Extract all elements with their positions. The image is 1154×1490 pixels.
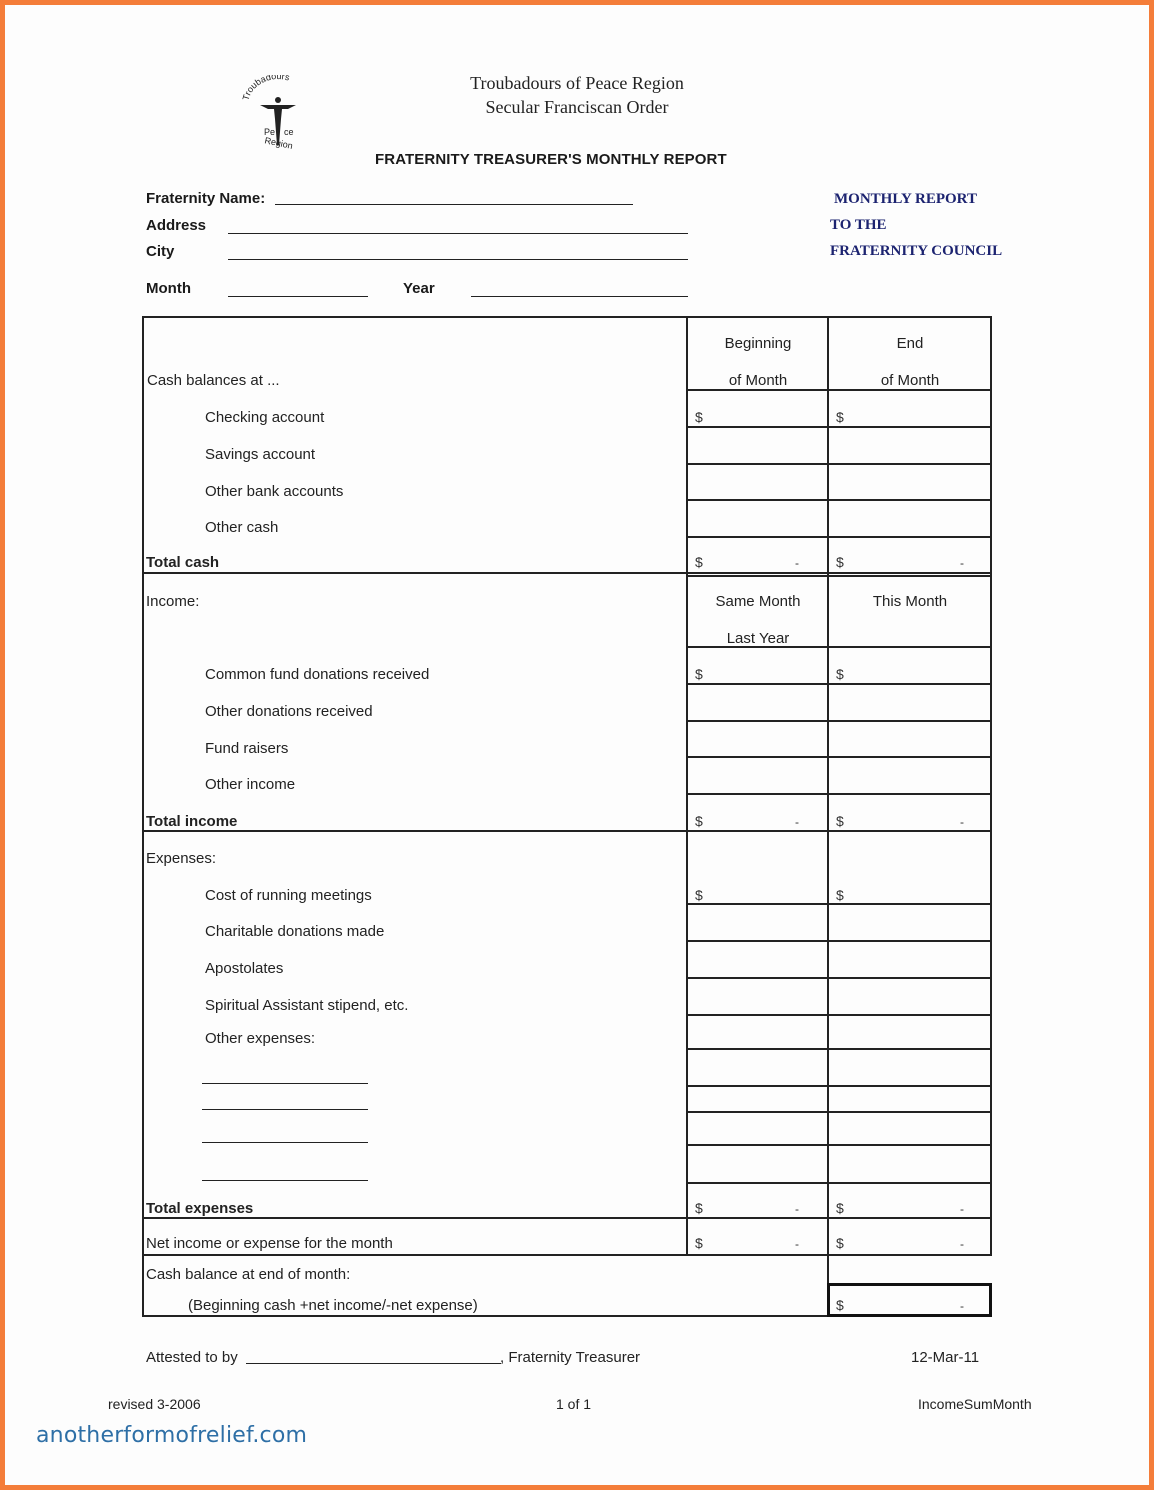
other-expense-name-field-2[interactable] xyxy=(202,1109,368,1110)
council-note-line-3: FRATERNITY COUNCIL xyxy=(830,243,1003,259)
report-title: FRATERNITY TREASURER'S MONTHLY REPORT xyxy=(375,151,727,168)
end-balance-currency: $ xyxy=(836,1297,844,1313)
treasurer-label: , Fraternity Treasurer xyxy=(500,1349,641,1366)
total-cash-beginning-value: - xyxy=(795,556,799,570)
page-number: 1 of 1 xyxy=(556,1396,592,1412)
total-cash-beginning-currency: $ xyxy=(695,554,703,570)
other-expense-name-field-3[interactable] xyxy=(202,1142,368,1143)
net-last-year-value: - xyxy=(795,1237,799,1251)
org-order: Secular Franciscan Order xyxy=(485,97,669,117)
cash-section-label: Cash balances at ... xyxy=(147,372,280,389)
expense-item-meetings: Cost of running meetings xyxy=(205,887,372,904)
month-field[interactable] xyxy=(228,296,368,297)
fund-raisers-this-month-input[interactable] xyxy=(829,722,990,756)
income-item-other-income: Other income xyxy=(205,776,296,793)
col-end-header: End xyxy=(896,335,924,352)
svg-text:ce: ce xyxy=(284,127,294,137)
common-fund-this-month-input[interactable]: $ xyxy=(836,666,844,682)
net-income-label: Net income or expense for the month xyxy=(146,1235,393,1252)
checking-beginning-input[interactable]: $ xyxy=(695,409,703,425)
end-balance-value: - xyxy=(960,1299,964,1313)
address-label: Address xyxy=(146,217,207,234)
total-income-last-year-currency: $ xyxy=(695,813,703,829)
income-section-label: Income: xyxy=(146,593,200,610)
report-date: 12-Mar-11 xyxy=(911,1349,980,1366)
council-note-line-2: TO THE xyxy=(830,217,887,233)
city-label: City xyxy=(146,243,175,260)
other-expense-name-field-4[interactable] xyxy=(202,1180,368,1181)
expense-item-other: Other expenses: xyxy=(205,1030,316,1047)
income-item-other-donations: Other donations received xyxy=(205,703,373,720)
year-field[interactable] xyxy=(471,296,688,297)
end-balance-label: Cash balance at end of month: xyxy=(146,1266,351,1283)
net-last-year-currency: $ xyxy=(695,1235,703,1251)
col-beginning-header: Beginning xyxy=(724,335,792,352)
total-income-last-year-value: - xyxy=(795,815,799,829)
svg-text:Troubadours: Troubadours xyxy=(240,75,291,102)
svg-text:Pe: Pe xyxy=(264,127,276,137)
sheet-name: IncomeSumMonth xyxy=(918,1396,1032,1412)
savings-end-input[interactable] xyxy=(829,428,990,462)
total-expenses-last-year-currency: $ xyxy=(695,1200,703,1216)
expense-item-spiritual-assistant: Spiritual Assistant stipend, etc. xyxy=(205,997,409,1014)
other-donations-this-month-input[interactable] xyxy=(829,685,990,719)
cash-item-other-bank: Other bank accounts xyxy=(205,483,344,500)
total-cash-end-value: - xyxy=(960,556,964,570)
org-name: Troubadours of Peace Region xyxy=(470,73,684,93)
watermark-link[interactable]: anotherformofrelief.com xyxy=(36,1423,308,1448)
svg-text:Region: Region xyxy=(263,135,294,151)
total-expenses-this-month-value: - xyxy=(960,1202,964,1216)
col-this-month-header: This Month xyxy=(872,593,948,610)
income-item-fund-raisers: Fund raisers xyxy=(205,740,289,757)
expense-item-charitable: Charitable donations made xyxy=(205,923,385,940)
city-field[interactable] xyxy=(228,259,688,260)
net-this-month-currency: $ xyxy=(836,1235,844,1251)
total-income-this-month-currency: $ xyxy=(836,813,844,829)
report-page xyxy=(5,5,1149,1485)
income-item-common-fund: Common fund donations received xyxy=(205,666,430,683)
treasurer-signature-field[interactable] xyxy=(246,1363,501,1364)
other-income-this-month-input[interactable] xyxy=(829,758,990,792)
other-income-last-year-input[interactable] xyxy=(688,758,826,792)
savings-beginning-input[interactable] xyxy=(688,428,826,462)
other-cash-beginning-input[interactable] xyxy=(688,501,826,535)
total-expenses-this-month-currency: $ xyxy=(836,1200,844,1216)
expense-item-apostolates: Apostolates xyxy=(205,960,284,977)
total-cash-end-currency: $ xyxy=(836,554,844,570)
col-end-header-2: of Month xyxy=(880,372,940,389)
meetings-last-year-input[interactable]: $ xyxy=(695,887,703,903)
net-this-month-value: - xyxy=(960,1237,964,1251)
fraternity-name-field[interactable] xyxy=(275,204,633,205)
fund-raisers-last-year-input[interactable] xyxy=(688,722,826,756)
address-field[interactable] xyxy=(228,233,688,234)
total-cash-label: Total cash xyxy=(146,554,220,571)
total-income-label: Total income xyxy=(146,813,238,830)
cash-item-other-cash: Other cash xyxy=(205,519,279,536)
col-last-year-header: Same Month xyxy=(715,593,801,610)
troubadours-logo-icon xyxy=(238,75,318,155)
total-income-this-month-value: - xyxy=(960,815,964,829)
expenses-section-label: Expenses: xyxy=(146,850,217,867)
revised-note: revised 3-2006 xyxy=(108,1396,201,1412)
council-note-line-1: MONTHLY REPORT xyxy=(834,191,977,207)
other-expense-name-field-1[interactable] xyxy=(202,1083,368,1084)
other-bank-beginning-input[interactable] xyxy=(688,465,826,499)
total-expenses-last-year-value: - xyxy=(795,1202,799,1216)
meetings-this-month-input[interactable]: $ xyxy=(836,887,844,903)
cash-item-savings: Savings account xyxy=(205,446,316,463)
end-balance-sublabel: (Beginning cash +net income/-net expense) xyxy=(188,1297,478,1314)
col-last-year-header-2: Last Year xyxy=(726,630,790,647)
fraternity-name-label: Fraternity Name: xyxy=(146,190,266,207)
checking-end-input[interactable]: $ xyxy=(836,409,844,425)
other-donations-last-year-input[interactable] xyxy=(688,685,826,719)
attested-label: Attested to by xyxy=(146,1349,238,1366)
total-expenses-label: Total expenses xyxy=(146,1200,254,1217)
other-cash-end-input[interactable] xyxy=(829,501,990,535)
year-label: Year xyxy=(403,280,435,297)
common-fund-last-year-input[interactable]: $ xyxy=(695,666,703,682)
month-label: Month xyxy=(146,280,191,297)
other-bank-end-input[interactable] xyxy=(829,465,990,499)
cash-item-checking: Checking account xyxy=(205,409,325,426)
col-beginning-header-2: of Month xyxy=(728,372,788,389)
